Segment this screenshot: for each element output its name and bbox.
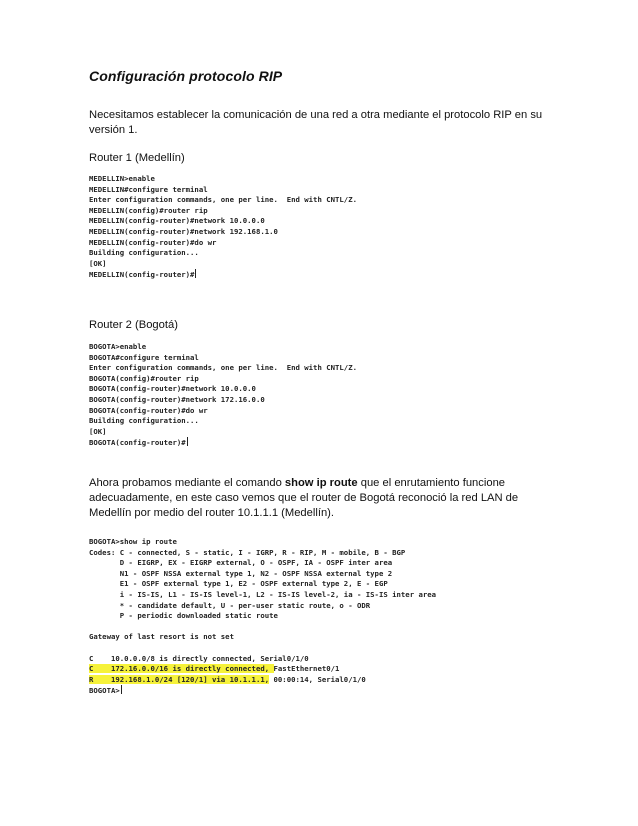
explanation-paragraph: [89, 476, 559, 521]
command-name: show ip route: [284, 477, 358, 489]
console-line: Building configuration...: [89, 248, 199, 258]
router2-heading: Router 2 (Bogotá): [89, 319, 178, 331]
text-cursor: [195, 269, 196, 278]
console-prompt-line: [89, 269, 357, 281]
console-prompt: BOGOTA>: [89, 686, 120, 696]
intro-paragraph: Necesitamos establecer la comunicación de una red a otra mediante el protocolo RIP en su versión 1.: [89, 109, 543, 136]
console-line: MEDELLIN(config-router)#network 192.168.1.0: [89, 226, 278, 236]
console-blank-line: [89, 622, 436, 633]
console-line: [OK]: [89, 258, 107, 268]
router1-heading: Router 1 (Medellín): [89, 152, 185, 164]
route-entry-rest: FastEthernet0/1: [273, 664, 340, 674]
console-line: Gateway of last resort is not set: [89, 632, 234, 642]
document-title: Configuración protocolo RIP: [89, 68, 283, 84]
console-prompt: BOGOTA(config-router)#: [89, 438, 186, 448]
console-line: MEDELLIN>enable: [89, 174, 155, 183]
console-line: E1 - OSPF external type 1, E2 - OSPF external type 2, E - EGP: [89, 579, 388, 589]
console-line: MEDELLIN#configure terminal: [89, 184, 208, 194]
console-line: BOGOTA>enable: [89, 342, 147, 351]
router2-console: [89, 342, 357, 449]
console-line: [OK]: [89, 426, 107, 436]
console-line: BOGOTA(config-router)#network 172.16.0.0: [89, 394, 265, 404]
route-entry-highlighted: [89, 675, 436, 686]
console-blank-line: [89, 643, 436, 654]
console-prompt-line: [89, 437, 357, 449]
console-line: i - IS-IS, L1 - IS-IS level-1, L2 - IS-IS level-2, ia - IS-IS inter area: [89, 589, 437, 599]
route-table-console: [89, 537, 436, 697]
text-cursor: [121, 685, 122, 694]
route-entry: C 10.0.0.0/8 is directly connected, Serial0/1/0: [89, 653, 309, 663]
console-line: Enter configuration commands, one per line. End with CNTL/Z.: [89, 363, 357, 373]
route-entry-rest: 00:00:14, Serial0/1/0: [269, 674, 366, 684]
console-line: D - EIGRP, EX - EIGRP external, O - OSPF, IA - OSPF inter area: [89, 558, 393, 568]
console-line: * - candidate default, U - per-user static route, o - ODR: [89, 600, 371, 610]
console-line: MEDELLIN(config-router)#do wr: [89, 237, 217, 247]
route-entry-highlighted: [89, 664, 436, 675]
console-line: BOGOTA>show ip route: [89, 537, 177, 546]
console-line: N1 - OSPF NSSA external type 1, N2 - OSPF NSSA external type 2: [89, 568, 393, 578]
explanation-text-before: Ahora probamos mediante el comando: [89, 477, 285, 489]
console-line: BOGOTA#configure terminal: [89, 352, 199, 362]
console-line: BOGOTA(config-router)#do wr: [89, 405, 208, 415]
router1-console: [89, 174, 357, 281]
console-line: Building configuration...: [89, 416, 199, 426]
console-line: BOGOTA(config)#router rip: [89, 373, 199, 383]
text-cursor: [187, 437, 188, 446]
console-line: Codes: C - connected, S - static, I - IGRP, R - RIP, M - mobile, B - BGP: [89, 547, 406, 557]
console-line: MEDELLIN(config-router)#network 10.0.0.0: [89, 216, 265, 226]
highlight-mark: R 192.168.1.0/24 [120/1] via 10.1.1.1,: [89, 674, 270, 684]
console-line: Enter configuration commands, one per line. End with CNTL/Z.: [89, 195, 357, 205]
console-line: MEDELLIN(config)#router rip: [89, 205, 208, 215]
highlight-mark: C 172.16.0.0/16 is directly connected,: [89, 664, 274, 674]
console-line: P - periodic downloaded static route: [89, 611, 278, 621]
explanation-text-after: que el enrutamiento funcione adecuadamente, en este caso vemos que el router de Bogotá reconoció la red LAN de Medellín por medio del router 10.1.1.1 (Medellín).: [89, 477, 519, 519]
console-line: BOGOTA(config-router)#network 10.0.0.0: [89, 384, 256, 394]
console-prompt-line: [89, 685, 436, 697]
console-prompt: MEDELLIN(config-router)#: [89, 270, 195, 280]
